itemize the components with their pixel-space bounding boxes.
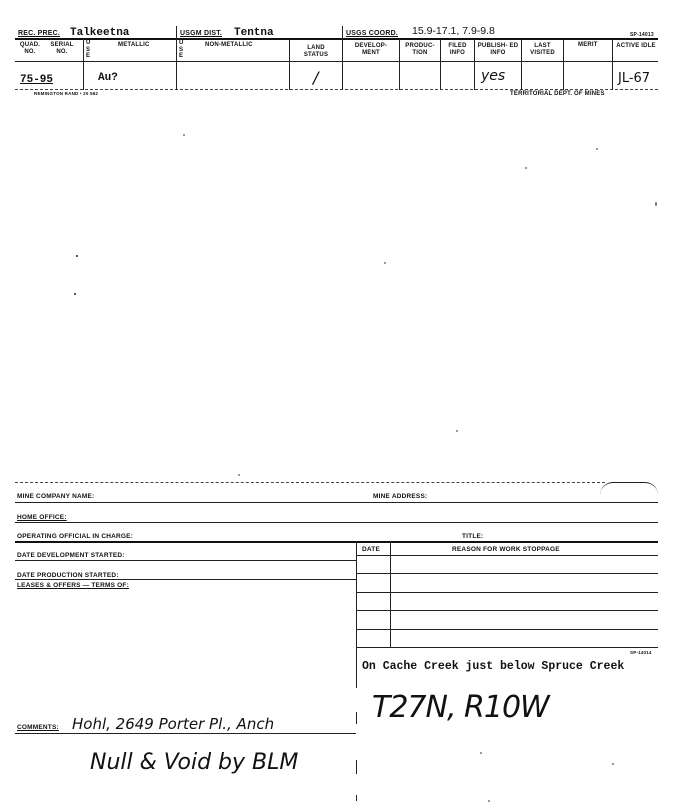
col-merit: MERIT xyxy=(578,42,598,48)
margin-mark xyxy=(356,795,357,801)
col-divider xyxy=(342,26,343,90)
usgs-coord-value: 15.9-17.1, 7.9-9.8 xyxy=(412,25,495,37)
col-development: DEVELOP- MENT xyxy=(354,43,388,56)
home-office-label: HOME OFFICE: xyxy=(17,514,67,521)
usgm-dist-value: Tentna xyxy=(234,27,274,39)
speck xyxy=(596,148,598,150)
col-divider xyxy=(474,39,475,90)
speck xyxy=(525,167,527,169)
margin-mark xyxy=(356,760,357,774)
col-use-flag-2: U S E xyxy=(179,40,184,59)
mine-address-label: MINE ADDRESS: xyxy=(373,493,428,500)
land-status-value: / xyxy=(313,68,319,87)
rec-prec-value: Talkeetna xyxy=(70,27,130,39)
col-serial-no: SERIAL NO. xyxy=(50,42,74,55)
form-number: SP-14013 xyxy=(630,32,654,38)
speck xyxy=(655,202,657,206)
col-divider xyxy=(289,39,290,90)
form-number-2: SP-14014 xyxy=(630,650,652,655)
col-land-status: LAND STATUS xyxy=(303,45,329,58)
date-development-label: DATE DEVELOPMENT STARTED: xyxy=(17,552,125,559)
rule xyxy=(356,610,658,611)
rule xyxy=(15,502,658,503)
col-production: PRODUC- TION xyxy=(405,43,435,56)
col-published-info: PUBLISH- ED INFO xyxy=(477,43,519,56)
col-filed-info: FILED INFO xyxy=(448,43,467,56)
printer-imprint: REMINGTON RAND • 20 562 xyxy=(34,91,99,96)
col-use-flag: U S E xyxy=(86,40,91,59)
usgs-coord-label: USGS COORD. xyxy=(346,30,398,37)
lower-top-curve xyxy=(600,482,658,495)
col-divider xyxy=(521,39,522,90)
margin-mark xyxy=(356,712,357,724)
date-production-label: DATE PRODUCTION STARTED: xyxy=(17,572,119,579)
rule xyxy=(356,592,658,593)
operating-official-label: OPERATING OFFICIAL IN CHARGE: xyxy=(17,533,134,540)
metallic-value: Au? xyxy=(98,72,118,84)
speck xyxy=(384,262,386,264)
margin-mark xyxy=(356,648,357,688)
territorial-dept: TERRITORIAL DEPT. OF MINES xyxy=(510,91,605,97)
rule xyxy=(15,560,356,561)
rec-prec-label: REC. PREC. xyxy=(18,30,61,37)
rule xyxy=(356,573,658,574)
quad-serial-value: 75-95 xyxy=(20,74,54,86)
table-divider xyxy=(356,542,357,648)
speck xyxy=(456,430,458,432)
published-value: yes xyxy=(481,68,506,84)
comment-line-1: Hohl, 2649 Porter Pl., Anch xyxy=(72,715,275,733)
header-mid-rule xyxy=(15,61,658,62)
rule xyxy=(356,629,658,630)
col-active-idle: ACTIVE IDLE xyxy=(616,43,656,49)
rule xyxy=(15,579,356,580)
comment-line-2: Null & Void by BLM xyxy=(90,750,299,775)
rule xyxy=(15,522,658,523)
township-range: T27N, R10W xyxy=(372,690,549,725)
speck xyxy=(76,255,78,257)
rule xyxy=(15,541,658,543)
leases-label: LEASES & OFFERS — TERMS OF: xyxy=(17,582,129,589)
speck xyxy=(183,134,185,136)
reason-col-header: REASON FOR WORK STOPPAGE xyxy=(452,546,560,553)
table-divider xyxy=(390,542,391,648)
rule xyxy=(356,555,658,556)
speck xyxy=(612,763,614,765)
title-label: TITLE: xyxy=(462,533,484,540)
location-note: On Cache Creek just below Spruce Creek xyxy=(362,660,625,673)
rule xyxy=(15,733,356,734)
col-last-visited: LAST VISITED xyxy=(530,43,555,56)
speck xyxy=(488,800,490,802)
speck xyxy=(480,752,482,754)
usgm-dist-label: USGM DIST. xyxy=(180,30,223,37)
col-quad-no: QUAD. NO. xyxy=(19,42,41,55)
speck xyxy=(74,293,76,295)
date-col-header: DATE xyxy=(362,546,381,553)
col-metallic: METALLIC xyxy=(118,42,150,48)
rule xyxy=(356,647,658,648)
col-divider xyxy=(440,39,441,90)
comments-label: COMMENTS: xyxy=(17,724,59,731)
data-row-rule xyxy=(15,89,658,90)
header-top-rule xyxy=(15,38,658,40)
lower-top-dash xyxy=(15,482,605,483)
active-idle-value: JL-67 xyxy=(618,71,651,86)
col-divider xyxy=(176,26,177,90)
col-divider xyxy=(563,39,564,90)
col-non-metallic: NON-METALLIC xyxy=(205,42,253,48)
col-divider xyxy=(399,39,400,90)
speck xyxy=(238,474,240,476)
mine-company-name-label: MINE COMPANY NAME: xyxy=(17,493,95,500)
col-divider xyxy=(83,39,84,90)
col-divider xyxy=(612,39,613,90)
